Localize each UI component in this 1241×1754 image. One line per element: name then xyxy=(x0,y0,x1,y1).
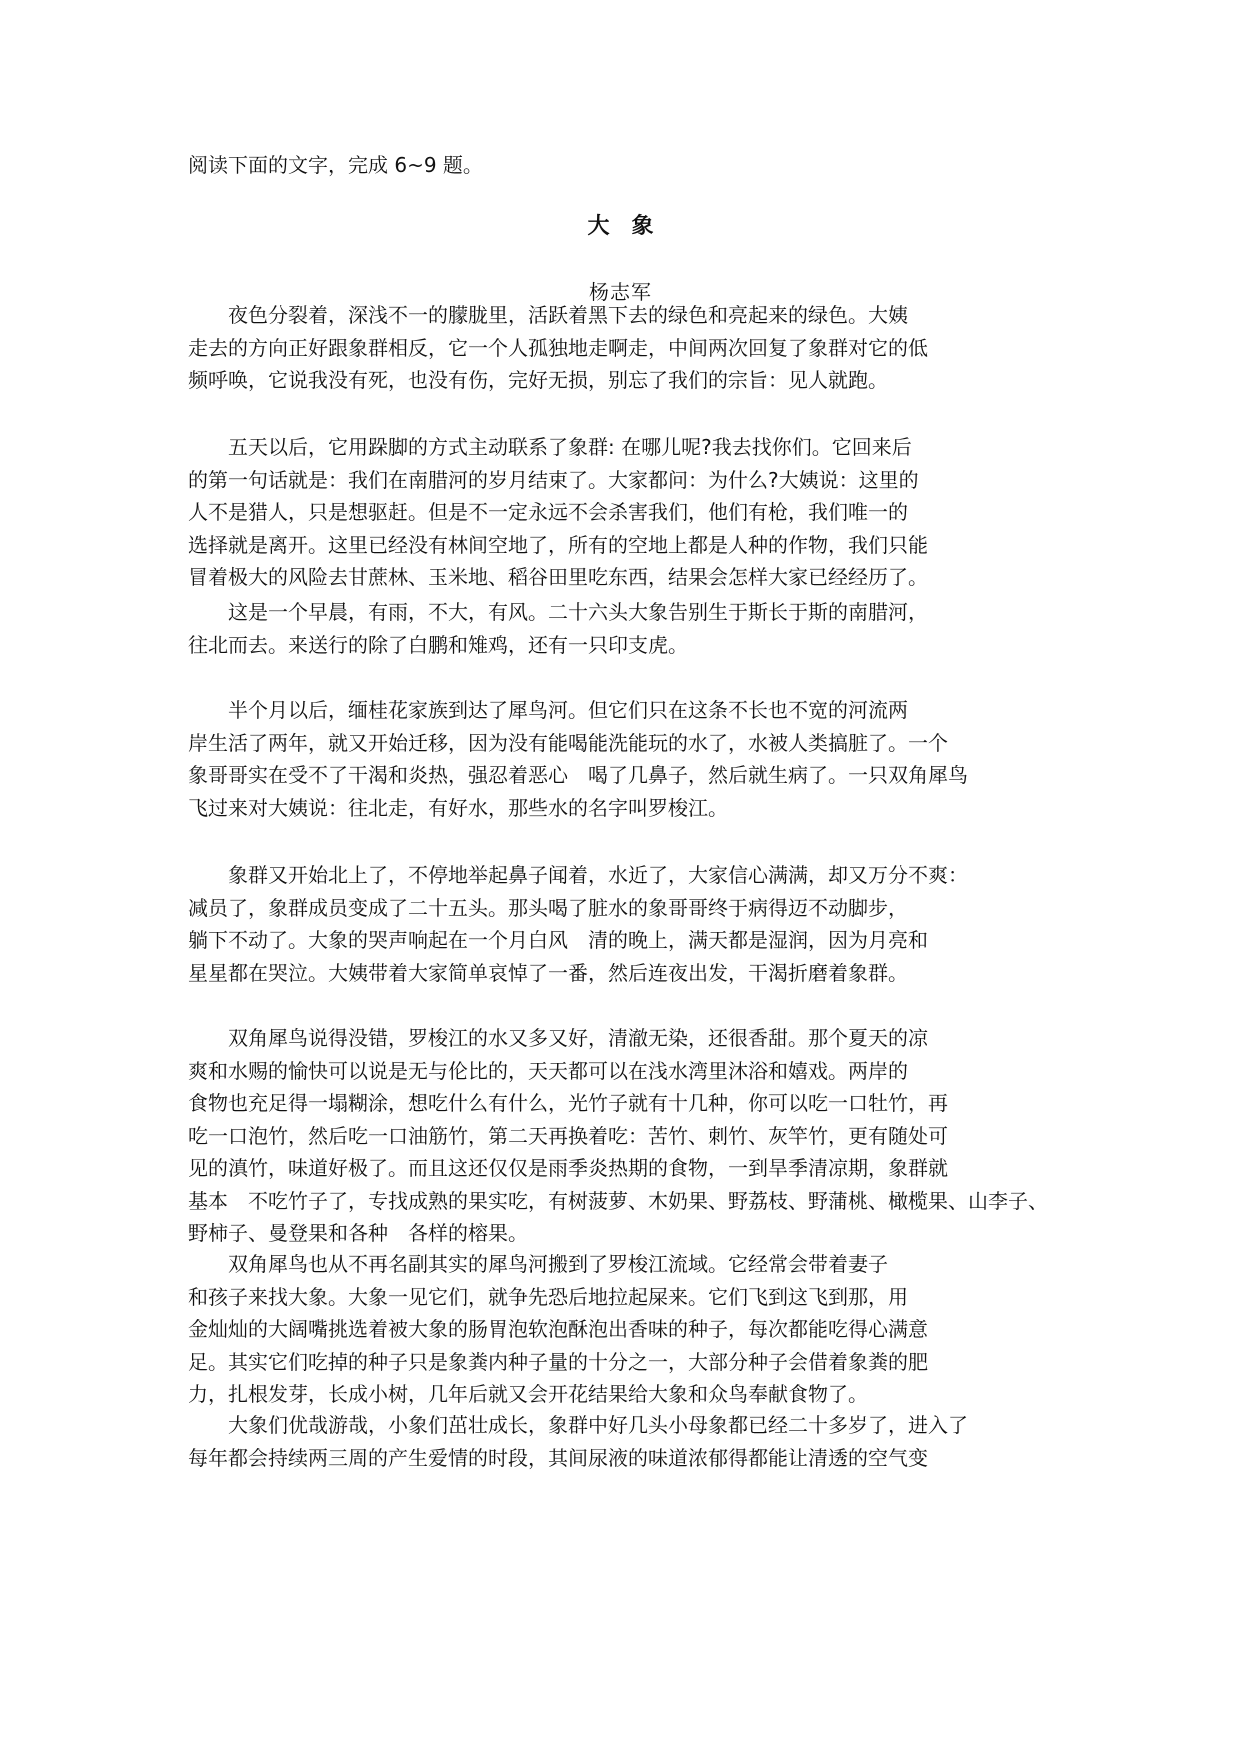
paragraph-line: 频呼唤，它说我没有死，也没有伤，完好无损，别忘了我们的宗旨：见人就跑。 xyxy=(188,368,888,392)
paragraph-line: 象哥哥实在受不了干渴和炎热，强忍着恶心 喝了几鼻子，然后就生病了。一只双角犀鸟 xyxy=(188,763,968,787)
paragraph-line: 金灿灿的大阔嘴挑选着被大象的肠胃泡软泡酥泡出香味的种子，每次都能吃得心满意 xyxy=(188,1317,928,1341)
paragraph-line: 夜色分裂着，深浅不一的朦胧里，活跃着黑下去的绿色和亮起来的绿色。大姨 xyxy=(188,303,908,327)
paragraph-line: 减员了，象群成员变成了二十五头。那头喝了脏水的象哥哥终于病得迈不动脚步， xyxy=(188,895,908,920)
paragraph-line: 吃一口泡竹，然后吃一口油筋竹，第二天再换着吃：苦竹、刺竹、灰竿竹，更有随处可 xyxy=(188,1123,948,1148)
paragraph-line: 象群又开始北上了，不停地举起鼻子闻着，水近了，大家信心满满，却又万分不爽： xyxy=(188,863,968,887)
paragraph-line: 躺下不动了。大象的哭声响起在一个月白风 清的晚上，满天都是湿润，因为月亮和 xyxy=(188,928,928,952)
paragraph xyxy=(188,431,1078,594)
paragraph-line: 双角犀鸟说得没错，罗梭江的水又多又好，清澈无染，还很香甜。那个夏天的凉 xyxy=(188,1026,928,1050)
paragraph-line: 这是一个早晨，有雨，不大，有风。二十六头大象告别生于斯长于斯的南腊河， xyxy=(188,600,928,624)
paragraph-line: 每年都会持续两三周的产生爱情的时段，其间尿液的味道浓郁得都能让清透的空气变 xyxy=(188,1445,928,1470)
article-title: 大象 xyxy=(587,214,676,239)
paragraph-line: 见的滇竹，味道好极了。而且这还仅仅是雨季炎热期的食物，一到旱季清凉期，象群就 xyxy=(188,1156,948,1180)
paragraph-line: 五天以后，它用跺脚的方式主动联系了象群: 在哪儿呢?我去找你们。它回来后 xyxy=(188,435,912,459)
paragraph-line: 走去的方向正好跟象群相反，它一个人孤独地走啊走，中间两次回复了象群对它的低 xyxy=(188,335,928,360)
paragraph-line: 的第一句话就是：我们在南腊河的岁月结束了。大家都问：为什么?大姨说：这里的 xyxy=(188,467,919,492)
paragraph-line: 人不是猎人，只是想驱赶。但是不一定永远不会杀害我们，他们有枪，我们唯一的 xyxy=(188,500,908,524)
paragraph-line: 选择就是离开。这里已经没有林间空地了，所有的空地上都是人种的作物，我们只能 xyxy=(188,532,928,557)
paragraph xyxy=(188,694,1078,824)
paragraph-line: 岸生活了两年，就又开始迁移，因为没有能喝能洗能玩的水了，水被人类搞脏了。一个 xyxy=(188,730,948,755)
paragraph-line: 半个月以后，缅桂花家族到达了犀鸟河。但它们只在这条不长也不宽的河流两 xyxy=(188,698,908,722)
paragraph xyxy=(188,1022,1078,1250)
paragraph xyxy=(188,859,1078,989)
paragraph-line: 大象们优哉游哉，小象们茁壮成长，象群中好几头小母象都已经二十多岁了，进入了 xyxy=(188,1413,968,1437)
paragraph-line: 飞过来对大姨说：往北走，有好水，那些水的名字叫罗梭江。 xyxy=(188,795,728,820)
paragraph-line: 爽和水赐的愉快可以说是无与伦比的，天天都可以在浅水湾里沐浴和嬉戏。两岸的 xyxy=(188,1058,908,1083)
paragraph-line: 双角犀鸟也从不再名副其实的犀鸟河搬到了罗梭江流域。它经常会带着妻子 xyxy=(188,1252,888,1276)
paragraph-line: 星星都在哭泣。大姨带着大家简单哀悼了一番，然后连夜出发，干渴折磨着象群。 xyxy=(188,960,908,985)
paragraph-line: 足。其实它们吃掉的种子只是象粪内种子量的十分之一，大部分种子会借着象粪的肥 xyxy=(188,1349,928,1374)
paragraph-line: 力，扎根发芽，长成小树，几年后就又会开花结果给大象和众鸟奉献食物了。 xyxy=(188,1382,868,1406)
paragraph xyxy=(188,299,1078,397)
paragraph-line: 基本 不吃竹子了，专找成熟的果实吃，有树菠萝、木奶果、野荔枝、野蒲桃、橄榄果、山李子、 xyxy=(188,1188,1048,1213)
paragraph-line: 食物也充足得一塌糊涂，想吃什么有什么，光竹子就有十几种，你可以吃一口牡竹，再 xyxy=(188,1091,948,1115)
instruction-text: 阅读下面的文字，完成 6~9 题。 xyxy=(188,153,483,177)
paragraph xyxy=(188,1409,1078,1474)
paragraph xyxy=(188,1248,1078,1411)
paragraph-line: 和孩子来找大象。大象一见它们，就争先恐后地拉起屎来。它们飞到这飞到那，用 xyxy=(188,1284,908,1309)
paragraph-line: 野柿子、曼登果和各种 各样的榕果。 xyxy=(188,1221,528,1245)
paragraph-line: 冒着极大的风险去甘蔗林、玉米地、稻谷田里吃东西，结果会怎样大家已经经历了。 xyxy=(188,565,928,589)
article-author: 杨志军 xyxy=(589,280,652,304)
paragraph xyxy=(188,596,1078,661)
paragraph-line: 往北而去。来送行的除了白鹏和雉鸡，还有一只印支虎。 xyxy=(188,632,688,657)
